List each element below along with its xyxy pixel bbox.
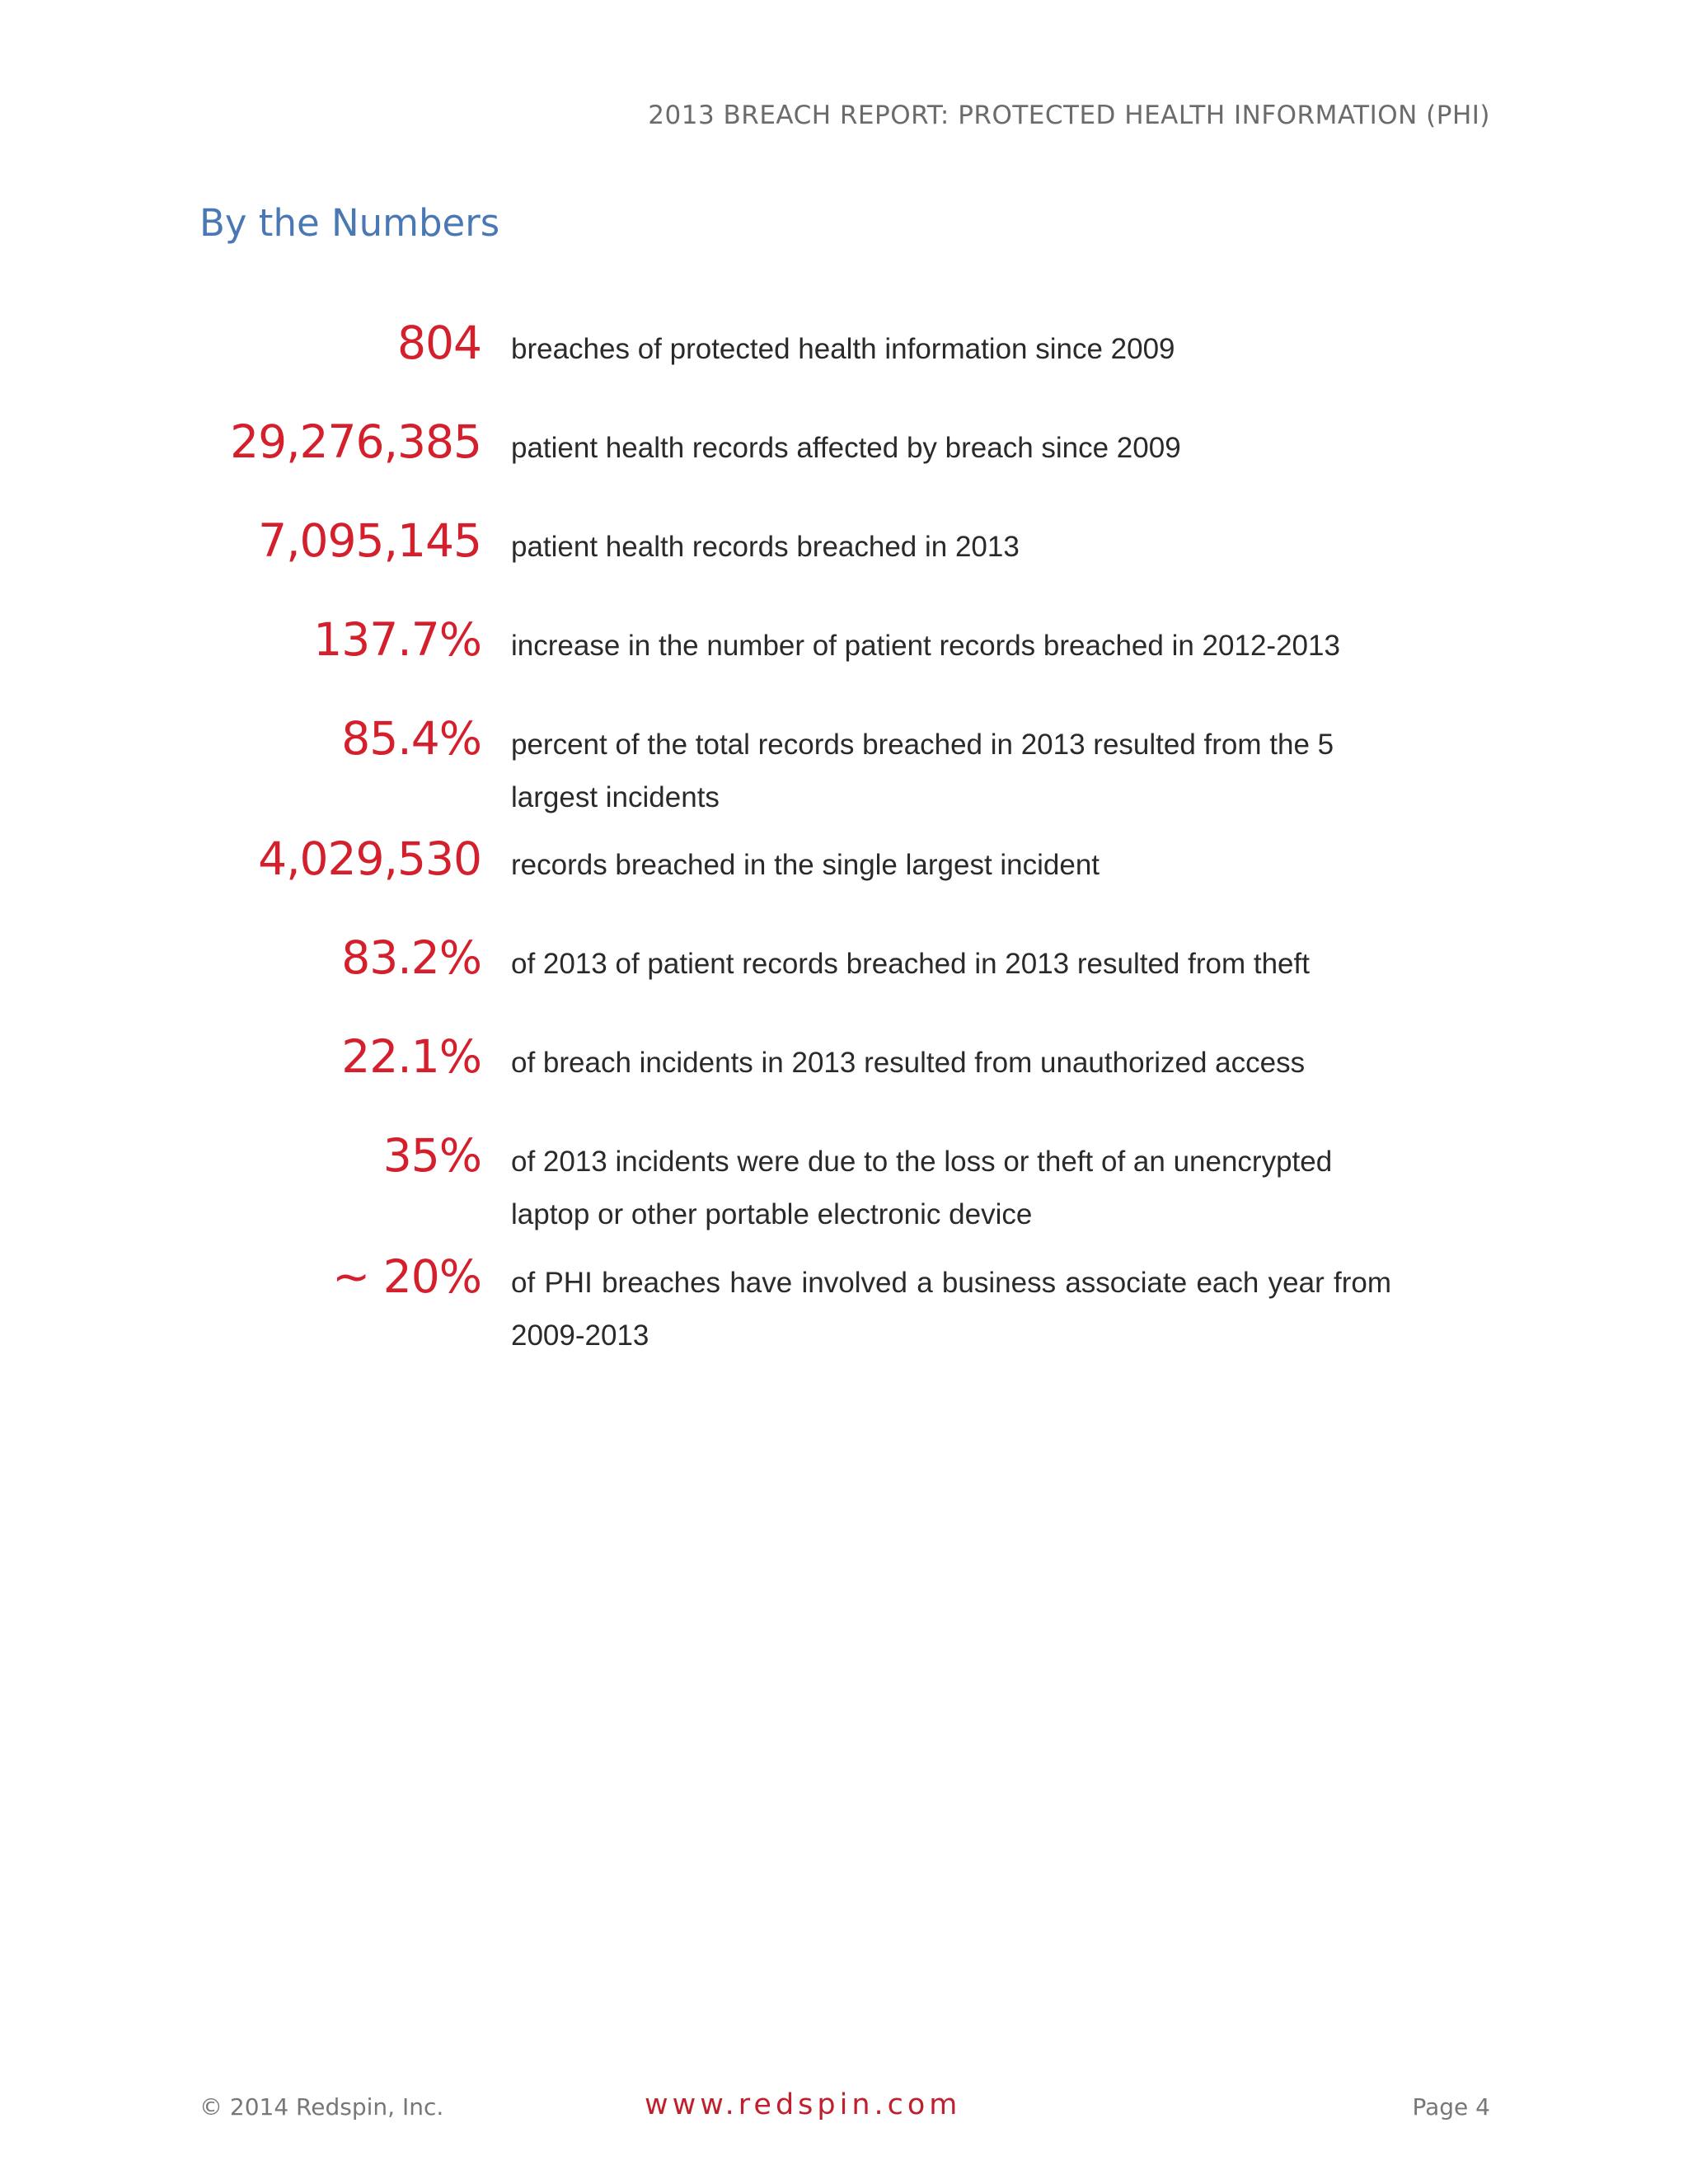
- report-header-title: 2013 BREACH REPORT: PROTECTED HEALTH INFORMATION (PHI): [648, 101, 1490, 130]
- stat-description: records breached in the single largest incident: [511, 849, 1100, 881]
- stat-value: 4,029,530: [258, 832, 481, 885]
- footer-website-link[interactable]: www.redspin.com: [645, 2088, 962, 2121]
- stat-description: of PHI breaches have involved a business associate each year from 2009-2013: [511, 1267, 1391, 1352]
- section-title: By the Numbers: [199, 201, 500, 245]
- stat-description: breaches of protected health information since 2009: [511, 333, 1175, 365]
- stat-value: 35%: [382, 1129, 481, 1182]
- stat-description: of 2013 incidents were due to the loss or theft of an unencrypted laptop or other portable electronic device: [511, 1146, 1333, 1230]
- stat-description: percent of the total records breached in 2013 resulted from the 5 largest incidents: [511, 729, 1334, 813]
- footer-page-number: Page 4: [1412, 2093, 1490, 2121]
- stat-description: increase in the number of patient records breached in 2012-2013: [511, 630, 1340, 662]
- stat-value: ~ 20%: [332, 1250, 481, 1303]
- stat-description: patient health records breached in 2013: [511, 531, 1020, 563]
- stat-description: of 2013 of patient records breached in 2013 resulted from theft: [511, 948, 1310, 980]
- stat-value: 7,095,145: [258, 514, 481, 567]
- stat-value: 83.2%: [341, 931, 481, 984]
- stat-value: 29,276,385: [230, 415, 481, 468]
- stat-description: of breach incidents in 2013 resulted from unauthorized access: [511, 1047, 1306, 1079]
- footer-copyright: © 2014 Redspin, Inc.: [199, 2093, 444, 2121]
- stat-value: 137.7%: [313, 613, 481, 666]
- stat-value: 22.1%: [341, 1030, 481, 1083]
- stat-value: 85.4%: [341, 712, 481, 765]
- stat-description: patient health records affected by breach since 2009: [511, 432, 1181, 464]
- stat-value: 804: [397, 316, 481, 369]
